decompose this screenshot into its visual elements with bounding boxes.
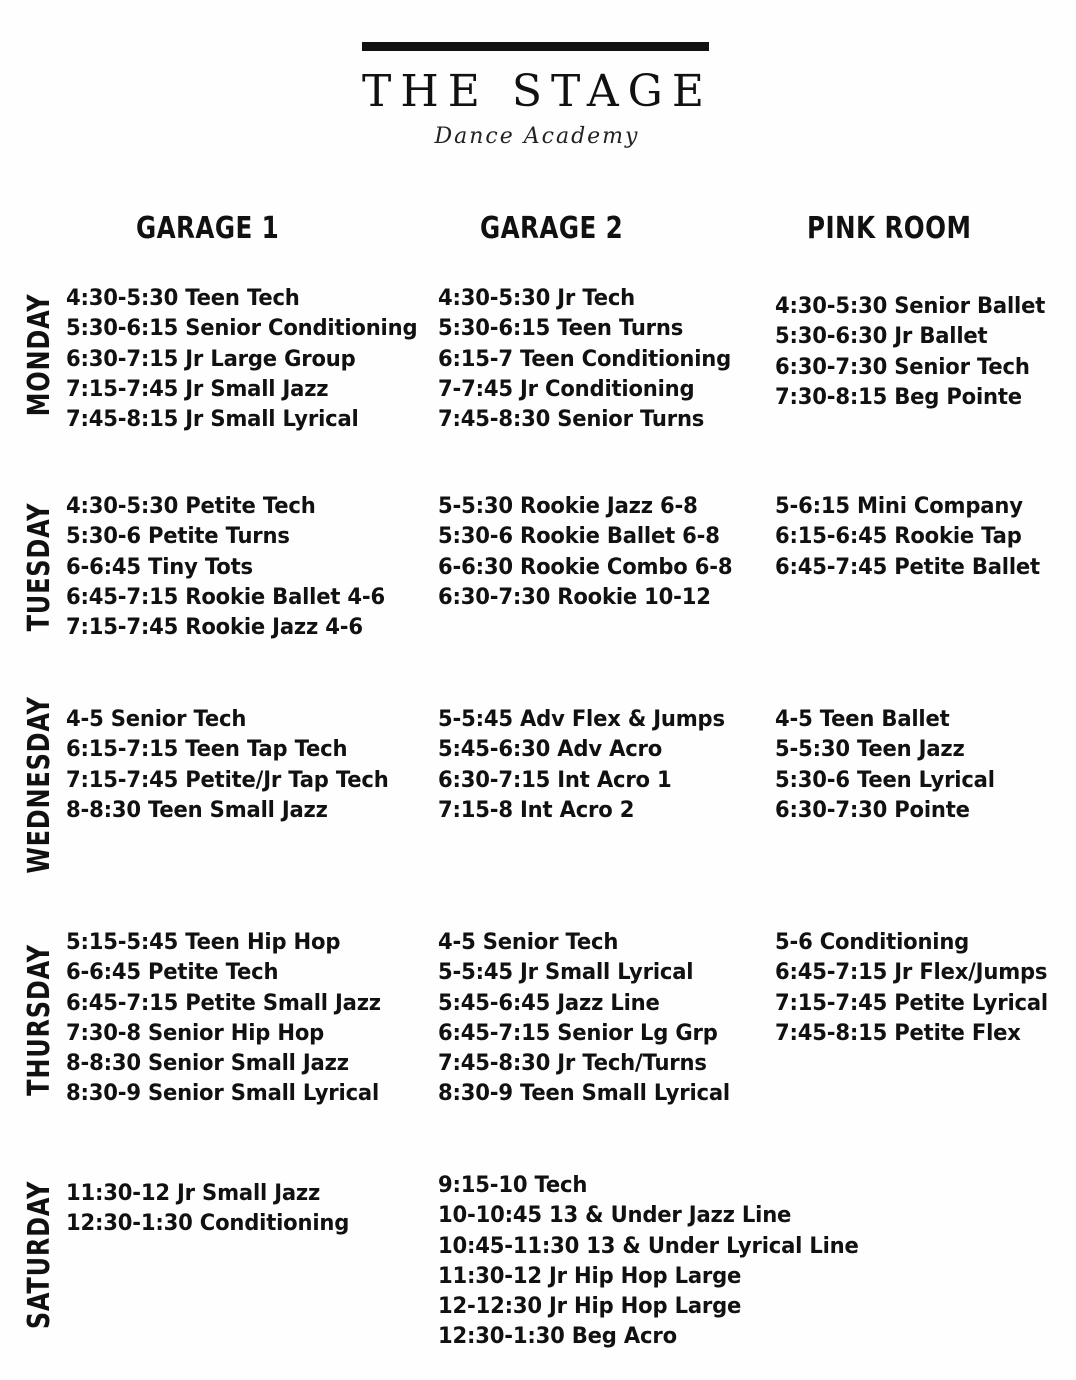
day-label-monday: MONDAY (22, 293, 57, 417)
class-item: 4:30-5:30 Senior Ballet (775, 294, 1046, 319)
logo-bar (362, 42, 709, 51)
class-item: 6:45-7:15 Senior Lg Grp (438, 1020, 718, 1046)
wednesday-garage1-classes (66, 705, 402, 826)
saturday-garage2-classes (438, 1171, 876, 1353)
class-item: 5:15-5:45 Teen Hip Hop (66, 930, 341, 955)
class-item: 6:45-7:45 Petite Ballet (775, 554, 1040, 580)
class-item: 11:30-12 Jr Hip Hop Large (438, 1263, 742, 1289)
class-item: 4-5 Senior Tech (438, 930, 619, 955)
class-item: 6:15-6:45 Rookie Tap (775, 524, 1022, 550)
class-item: 10-10:45 13 & Under Jazz Line (438, 1203, 792, 1229)
class-item: 7:30-8 Senior Hip Hop (66, 1020, 325, 1046)
class-item: 11:30-12 Jr Small Jazz (66, 1181, 321, 1206)
class-item: 6:30-7:15 Int Acro 1 (438, 767, 672, 793)
column-header-garage-1: GARAGE 1 (136, 211, 280, 246)
class-item: 12:30-1:30 Conditioning (66, 1211, 350, 1237)
class-item: 8-8:30 Senior Small Jazz (66, 1051, 349, 1077)
class-item: 5-5:45 Adv Flex & Jumps (438, 707, 725, 732)
class-item: 7:45-8:30 Jr Tech/Turns (438, 1051, 707, 1077)
class-item: 5-5:30 Rookie Jazz 6-8 (438, 494, 698, 519)
class-item: 7:15-8 Int Acro 2 (438, 797, 635, 823)
day-label-thursday: THURSDAY (22, 944, 57, 1096)
class-item: 6:30-7:30 Pointe (775, 797, 970, 823)
thursday-pink-room-classes (775, 928, 1059, 1049)
thursday-garage1-classes (66, 928, 394, 1110)
class-item: 6:30-7:15 Jr Large Group (66, 346, 356, 372)
monday-garage2-classes (438, 284, 743, 435)
class-item: 5:30-6:15 Senior Conditioning (66, 316, 418, 342)
column-header-pink-room: PINK ROOM (807, 211, 972, 246)
monday-pink-room-classes (775, 292, 1056, 413)
class-item: 7:15-7:45 Petite Lyrical (775, 990, 1048, 1016)
class-item: 7-7:45 Jr Conditioning (438, 376, 695, 402)
class-item: 8:30-9 Senior Small Lyrical (66, 1081, 380, 1107)
class-item: 5-5:30 Teen Jazz (775, 737, 965, 763)
class-item: 5-6:15 Mini Company (775, 494, 1023, 519)
class-item: 4-5 Teen Ballet (775, 707, 950, 732)
class-item: 7:15-7:45 Jr Small Jazz (66, 376, 329, 402)
class-item: 7:45-8:15 Jr Small Lyrical (66, 407, 359, 433)
logo-title: THE STAGE (362, 66, 713, 117)
class-item: 6:30-7:30 Senior Tech (775, 354, 1030, 380)
class-item: 6:45-7:15 Petite Small Jazz (66, 990, 381, 1016)
class-item: 5:45-6:45 Jazz Line (438, 990, 660, 1016)
class-item: 12-12:30 Jr Hip Hop Large (438, 1294, 742, 1320)
class-item: 6:45-7:15 Rookie Ballet 4-6 (66, 584, 386, 610)
class-item: 5:30-6 Rookie Ballet 6-8 (438, 524, 720, 550)
tuesday-pink-room-classes (775, 492, 1051, 583)
class-item: 7:45-8:15 Petite Flex (775, 1020, 1021, 1046)
class-item: 7:30-8:15 Beg Pointe (775, 384, 1022, 410)
saturday-garage1-classes (66, 1179, 361, 1240)
class-item: 8:30-9 Teen Small Lyrical (438, 1081, 730, 1107)
class-item: 6:45-7:15 Jr Flex/Jumps (775, 960, 1048, 986)
day-label-tuesday: TUESDAY (22, 502, 57, 632)
column-header-garage-2: GARAGE 2 (480, 211, 624, 246)
class-item: 7:15-7:45 Petite/Jr Tap Tech (66, 767, 389, 793)
class-item: 5:45-6:30 Adv Acro (438, 737, 663, 763)
class-item: 5:30-6:15 Teen Turns (438, 316, 684, 342)
class-item: 12:30-1:30 Beg Acro (438, 1324, 677, 1350)
class-item: 5-5:45 Jr Small Lyrical (438, 960, 694, 986)
day-label-saturday: SATURDAY (22, 1180, 57, 1330)
wednesday-garage2-classes (438, 705, 737, 826)
class-item: 5:30-6 Petite Turns (66, 524, 290, 550)
day-label-wednesday: WEDNESDAY (22, 696, 57, 874)
wednesday-pink-room-classes (775, 705, 1004, 826)
class-item: 7:45-8:30 Senior Turns (438, 407, 705, 433)
class-item: 6:15-7 Teen Conditioning (438, 346, 732, 372)
class-item: 4:30-5:30 Teen Tech (66, 286, 300, 311)
class-item: 4:30-5:30 Jr Tech (438, 286, 636, 311)
class-item: 6-6:45 Petite Tech (66, 960, 279, 986)
class-item: 6:30-7:30 Rookie 10-12 (438, 584, 711, 610)
monday-garage1-classes (66, 284, 432, 435)
thursday-garage2-classes (438, 928, 742, 1110)
logo-subtitle: Dance Academy (434, 124, 640, 149)
tuesday-garage2-classes (438, 492, 745, 613)
class-item: 5-6 Conditioning (775, 930, 970, 955)
class-item: 5:30-6 Teen Lyrical (775, 767, 995, 793)
class-item: 9:15-10 Tech (438, 1173, 588, 1198)
class-item: 5:30-6:30 Jr Ballet (775, 324, 988, 350)
class-item: 8-8:30 Teen Small Jazz (66, 797, 328, 823)
class-item: 4-5 Senior Tech (66, 707, 247, 732)
class-item: 6:15-7:15 Teen Tap Tech (66, 737, 348, 763)
class-item: 6-6:30 Rookie Combo 6-8 (438, 554, 733, 580)
class-item: 6-6:45 Tiny Tots (66, 554, 253, 580)
tuesday-garage1-classes (66, 492, 398, 643)
class-item: 4:30-5:30 Petite Tech (66, 494, 316, 519)
class-item: 7:15-7:45 Rookie Jazz 4-6 (66, 615, 363, 641)
class-item: 10:45-11:30 13 & Under Lyrical Line (438, 1233, 859, 1259)
